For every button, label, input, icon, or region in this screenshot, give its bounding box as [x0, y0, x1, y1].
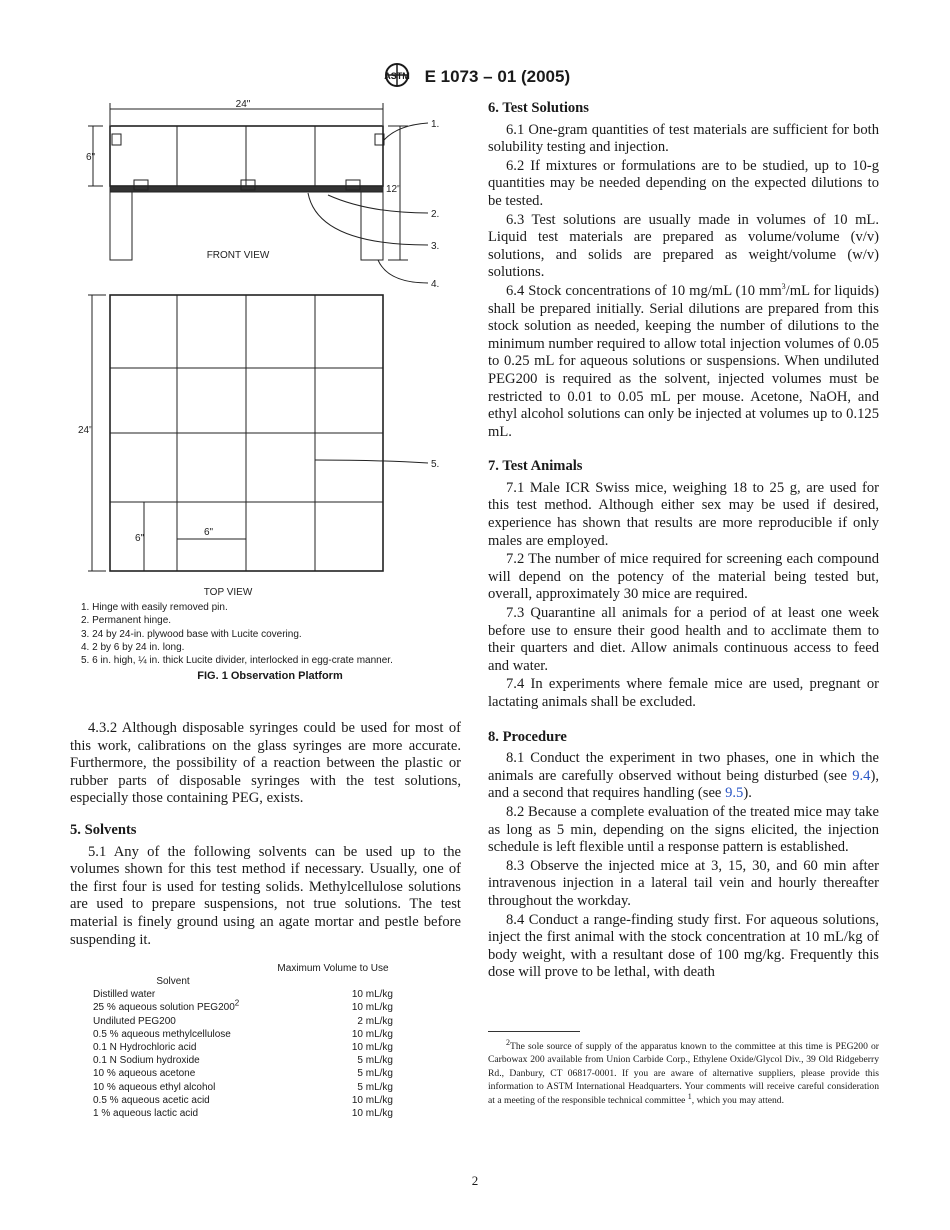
- table-row: [93, 1094, 423, 1107]
- paragraph-8-1: [488, 750, 879, 803]
- paragraph-8-3: 8.3 Observe the injected mice at 3, 15, 30, and 60 min after intravenous injection in a lateral tail vein and hourly thereafter throughout the workday.: [488, 857, 879, 909]
- section-heading-solvents: 5. Solvents: [70, 821, 137, 838]
- solvent-column-header: Solvent: [156, 976, 190, 987]
- table-row: [93, 1107, 423, 1120]
- footnote: [488, 1037, 879, 1107]
- solvent-text: 25 % aqueous solution PEG200: [93, 1002, 235, 1014]
- p64-text-a: 6.4 Stock concentrations of 10 mg/mL (10 mm: [506, 282, 782, 299]
- footnote-ref[interactable]: 1: [687, 1091, 692, 1101]
- volume-column-header: Maximum Volume to Use: [277, 963, 389, 974]
- dim-6-side: 6": [86, 152, 96, 163]
- svg-text:ASTM: ASTM: [384, 71, 410, 81]
- dim-6-bottom-v: 6": [135, 533, 145, 544]
- volume-cell: 2 mL/kg: [357, 1015, 393, 1027]
- dim-24-top: 24": [235, 99, 251, 110]
- p81-text-c: ).: [743, 785, 752, 802]
- paragraph-6-1: 6.1 One-gram quantities of test materials are sufficient for both solubility testing and injection.: [488, 121, 879, 156]
- p81-text-a: 8.1 Conduct the experiment in two phases, one in which the animals are carefully observed without being disturbed (see: [488, 750, 879, 784]
- footnote-mark: 2: [506, 1037, 510, 1047]
- section-heading-test-solutions: 6. Test Solutions: [488, 100, 589, 116]
- callout-3: 3.: [431, 241, 440, 252]
- paragraph-6-4: [488, 283, 879, 441]
- table-row: [93, 1041, 423, 1054]
- left-column: [70, 720, 461, 950]
- section-heading-test-animals: 7. Test Animals: [488, 458, 583, 475]
- volume-cell: 10 mL/kg: [351, 1028, 393, 1040]
- standard-designation: E 1073 – 01 (2005): [424, 66, 571, 86]
- solvent-cell: 0.1 N Hydrochloric acid: [93, 1042, 197, 1054]
- footnote-text-b: , which you may attend.: [691, 1094, 784, 1106]
- figure-legend: [81, 601, 461, 667]
- table-row: [93, 1015, 423, 1028]
- legend-item: 3. 24 by 24-in. plywood base with Lucite covering.: [81, 628, 302, 640]
- table-row: [93, 1028, 423, 1041]
- volume-cell: 10 mL/kg: [351, 1042, 393, 1054]
- paragraph-6-2: 6.2 If mixtures or formulations are to be studied, up to 10-g quantities may be needed depending on the expected dilutions to be tested.: [488, 157, 879, 209]
- callout-1: 1.: [431, 119, 440, 130]
- solvent-cell: Undiluted PEG200: [93, 1015, 176, 1027]
- footnote-ref[interactable]: 2: [234, 999, 240, 1009]
- p81-text-b: ), and a second that requires handling (see: [488, 767, 879, 802]
- section-link-9-5[interactable]: 9.5: [725, 785, 744, 802]
- table-row: [93, 1081, 423, 1094]
- paragraph-8-2: 8.2 Because a complete evaluation of the treated mice may take as long as 5 min, depending on the signs elicited, the injection schedule is left flexible until a response pattern is established.: [488, 803, 879, 856]
- paragraph-7-1: 7.1 Male ICR Swiss mice, weighing 18 to 25 g, are used for this test method. Although either sex may be used if desired, experience has shown that results are more reproducible if only males are employed.: [488, 479, 879, 549]
- dim-12-side: 12": [386, 184, 401, 195]
- solvent-cell: 0.1 N Sodium hydroxide: [93, 1055, 200, 1067]
- volume-cell: 10 mL/kg: [351, 1108, 393, 1120]
- p64-superscript: 3: [781, 282, 786, 292]
- solvent-cell: 0.5 % aqueous methylcellulose: [93, 1028, 231, 1040]
- legend-item: 5. 6 in. high, ¼ in. thick Lucite divider, interlocked in egg-crate manner.: [81, 655, 393, 667]
- solvent-cell: [93, 1001, 308, 1014]
- paragraph-4-3-2: 4.3.2 Although disposable syringes could be used for most of this work, calibrations on the glass syringes are more accurate. Furthermore, the possibility of a reaction between the plastic or rubber parts of disposable syringes with the test solutions, especially those containing PEG, exists.: [70, 720, 461, 807]
- volume-cell: 5 mL/kg: [357, 1068, 393, 1080]
- legend-item: 1. Hinge with easily removed pin.: [81, 602, 228, 613]
- volume-cell: 5 mL/kg: [357, 1055, 393, 1067]
- solvent-cell: 1 % aqueous lactic acid: [93, 1108, 199, 1120]
- callout-5: 5.: [431, 459, 440, 470]
- legend-item: 2. Permanent hinge.: [81, 615, 172, 627]
- volume-cell: 10 mL/kg: [351, 989, 393, 1001]
- solvent-table: [93, 962, 423, 1120]
- top-view-label: TOP VIEW: [203, 587, 253, 598]
- right-column: [488, 100, 879, 983]
- legend-item: 4. 2 by 6 by 24 in. long.: [81, 641, 185, 653]
- table-row: [93, 1054, 423, 1067]
- section-link-9-4[interactable]: 9.4: [852, 767, 871, 784]
- solvent-cell: 10 % aqueous acetone: [93, 1068, 196, 1080]
- dim-24-left: 24": [78, 425, 93, 436]
- page-header: [0, 62, 950, 93]
- paragraph-6-3: 6.3 Test solutions are usually made in volumes of 10 mL. Liquid test materials are prepared as volume/volume (v/v) solutions, and solids are prepared as weight/volume (w/v) solutions.: [488, 211, 879, 281]
- front-view-label: FRONT VIEW: [206, 250, 270, 261]
- dim-6-bottom-h: 6": [204, 527, 214, 538]
- volume-cell: 5 mL/kg: [357, 1081, 393, 1093]
- solvent-cell: 10 % aqueous ethyl alcohol: [93, 1081, 216, 1093]
- section-heading-procedure: 8. Procedure: [488, 728, 567, 745]
- table-row: [93, 1067, 423, 1080]
- paragraph-7-2: 7.2 The number of mice required for screening each compound will depend on the potency of the material being tested but, overall, approximately 30 mice are required.: [488, 551, 879, 603]
- footnote-text-a: The sole source of supply of the apparatus known to the committee at this time is PEG200 or Carbowax 200 available from Union Carbide Corp., Ethylene Oxide/Glycol Div., 39 Old Ridgeberry Rd., Danbury, CT 06817-0001. If you are aware of alternative suppliers, please provide this information to ASTM International Headquarters. Your comments will receive careful consideration at a meeting of the responsible technical committee: [488, 1041, 879, 1106]
- callout-2: 2.: [431, 209, 440, 220]
- p64-text-b: /mL for liquids) shall be prepared initially. Serial dilutions are prepared from this stock solution as needed, keeping the number of dilutions to the minimum number required to allow total injection volumes of 0.05 to 0.25 mL for aqueous solutions or suspensions. When undiluted PEG200 is required as the solvent, injected volumes must be restricted to 0.01 to 0.05 mL per mouse. Acetone, NaOH, and ethyl alcohol solutions can only be injected at volumes up to 0.125 mL.: [488, 282, 879, 440]
- solvent-table-header: [93, 962, 423, 988]
- footnote-rule: [488, 1031, 580, 1032]
- astm-logo-icon: [380, 62, 414, 93]
- paragraph-7-3: 7.3 Quarantine all animals for a period of at least one week before use to ensure their good health and to acclimate them to their quarters and diet. Allow animals continuous access to feed and water.: [488, 605, 879, 674]
- volume-cell: 10 mL/kg: [351, 1002, 393, 1014]
- volume-cell: 10 mL/kg: [351, 1094, 393, 1106]
- table-row: [93, 1001, 423, 1014]
- paragraph-5-1: 5.1 Any of the following solvents can be used up to the volumes shown for this test method if necessary. Usually, one of the first four is used for testing solids. Methylcellulose solutions are used to prepare suspensions, not true solutions. The test material is finely ground using an agate mortar and pestle before suspending it.: [70, 843, 461, 948]
- solvent-cell: 0.5 % aqueous acetic acid: [93, 1094, 210, 1106]
- solvent-cell: Distilled water: [93, 989, 156, 1001]
- table-row: [93, 988, 423, 1001]
- observation-platform-figure: [78, 95, 463, 600]
- callout-4: 4.: [431, 279, 440, 290]
- page-number: 2: [471, 1173, 479, 1188]
- paragraph-7-4: 7.4 In experiments where female mice are used, pregnant or lactating animals shall be excluded.: [488, 676, 879, 710]
- figure-caption: FIG. 1 Observation Platform: [197, 670, 343, 682]
- paragraph-8-4: 8.4 Conduct a range-finding study first. For aqueous solutions, inject the first animal with the stock concentration at 10 mL/kg of body weight, with a resultant dose of 100 mg/kg. Frequently this dose will prove to be lethal, with death: [488, 911, 879, 981]
